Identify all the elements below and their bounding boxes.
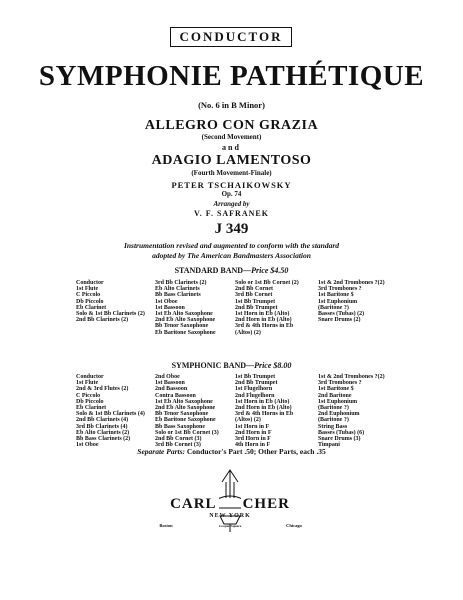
part-item: 1st Flugelhorn bbox=[235, 386, 273, 393]
part-item: 1st Horn in Eb (Alto) bbox=[235, 398, 290, 405]
part-item: 1st Bassoon bbox=[155, 304, 185, 311]
symphonic-parts-column-4 bbox=[318, 374, 385, 448]
part-item: Conductor bbox=[76, 280, 104, 286]
part-item: (Baritone ?) bbox=[318, 304, 349, 311]
part-item: 1st & 2nd Trombones ?(2) bbox=[318, 280, 385, 286]
part-item: Eb Baritone Saxophone bbox=[155, 417, 216, 424]
conjunction: and bbox=[222, 143, 241, 152]
part-item: Eb Baritone Saxophone bbox=[155, 329, 216, 336]
movement-2-title: ADAGIO LAMENTOSO bbox=[151, 153, 312, 168]
part-item: 1st Horn in Eb (Alto) bbox=[235, 310, 290, 317]
publisher-logo bbox=[150, 468, 310, 563]
part-item: Conductor bbox=[76, 374, 104, 380]
movement-1-subtitle: (Second Movement) bbox=[201, 133, 262, 141]
part-item: 1st Euphonium bbox=[318, 398, 358, 405]
symphonic-band-price: Price $8.00 bbox=[254, 361, 292, 370]
part-item: Bb Bass Clarinets (2) bbox=[76, 435, 131, 442]
part-item: 2nd Flugelhorn bbox=[235, 392, 275, 399]
part-item: 1st Flute bbox=[76, 286, 99, 293]
part-item: 2nd Bb Cornet bbox=[235, 286, 274, 293]
part-item: C Piccolo bbox=[76, 292, 101, 299]
symphonic-band-header bbox=[0, 361, 463, 370]
separate-parts-pricing bbox=[0, 447, 463, 456]
standard-band-price: Price $4.50 bbox=[251, 266, 289, 275]
part-item: 1st Flute bbox=[76, 380, 99, 387]
part-item: C Piccolo bbox=[76, 392, 101, 399]
part-item: 3rd Trombones ? bbox=[318, 380, 362, 387]
part-item: 1st Eb Alto Saxophone bbox=[155, 310, 213, 317]
standard-parts-column-2 bbox=[155, 280, 216, 336]
part-item: 2nd Bassoon bbox=[155, 386, 188, 393]
part-item: 2nd Horn in Eb (Alto) bbox=[235, 317, 292, 324]
part-item: 3rd Trombones ? bbox=[318, 286, 362, 293]
part-item: 2nd & 3rd Flutes (2) bbox=[76, 386, 129, 393]
work-subtitle: (No. 6 in B Minor) bbox=[198, 100, 265, 110]
part-item: Solo or 1st Bb Cornet (2) bbox=[235, 280, 299, 286]
part-item: Snare Drums (3) bbox=[318, 435, 361, 442]
symphonic-parts-column-2 bbox=[155, 374, 219, 448]
part-item: Eb Alto Clarinets (2) bbox=[76, 429, 130, 436]
part-item: 3rd Bb Clarinets (4) bbox=[76, 423, 128, 430]
part-item: 2nd Bb Cornet (3) bbox=[155, 435, 202, 442]
part-item: Basses (Tubas) (6) bbox=[318, 429, 365, 436]
part-item: Contra Bassoon bbox=[155, 392, 196, 399]
symphonic-band-label: SYMPHONIC BAND— bbox=[171, 361, 255, 370]
part-item: 2nd Baritone bbox=[318, 392, 352, 399]
part-item: 2nd Bb Trumpet bbox=[235, 304, 278, 311]
part-item: Eb Clarinet bbox=[76, 304, 107, 311]
part-item: 1st Oboe bbox=[155, 298, 178, 305]
standard-parts-column-1 bbox=[76, 280, 145, 323]
publisher-name-left: CARL bbox=[170, 496, 217, 512]
standard-parts-column-3 bbox=[235, 280, 299, 336]
opus-number: Op. 74 bbox=[221, 190, 242, 198]
part-item: 3rd Horn in F bbox=[235, 435, 271, 442]
separate-parts-text: Conductor's Part .50; Other Parts, each .35 bbox=[186, 447, 326, 456]
publisher-address: Cooper Square bbox=[218, 524, 242, 528]
part-item: 4th Horn in F bbox=[235, 442, 271, 449]
part-item: 1st Horn in F bbox=[235, 423, 270, 430]
part-item: 3rd & 4th Horns in Eb bbox=[235, 411, 294, 418]
part-item: 1st Euphonium bbox=[318, 298, 358, 305]
part-item: 1st Bb Trumpet bbox=[235, 374, 276, 380]
part-item: (Altos) (2) bbox=[235, 417, 261, 424]
part-item: 2nd Eb Alto Saxophone bbox=[155, 404, 216, 411]
part-item: 2nd Bb Trumpet bbox=[235, 380, 278, 387]
part-item: 1st Baritone $ bbox=[318, 386, 354, 393]
movement-2-subtitle: (Fourth Movement-Finale) bbox=[191, 169, 272, 177]
part-item: Db Piccolo bbox=[76, 398, 104, 405]
part-item: Eb Alto Clarinets bbox=[155, 286, 200, 293]
symphonic-parts-column-3 bbox=[235, 374, 293, 448]
instrumentation-note bbox=[0, 241, 463, 261]
part-item: 3rd Bb Clarinets (2) bbox=[155, 280, 207, 286]
branch-left: Boston bbox=[159, 523, 173, 528]
work-title: SYMPHONIE PATHÉTIQUE bbox=[38, 60, 425, 92]
part-item: Bb Bass Saxophone bbox=[155, 423, 206, 430]
part-item: 1st Oboe bbox=[76, 442, 99, 449]
conductor-label: CONDUCTOR bbox=[170, 27, 292, 47]
part-item: 1st Baritone $ bbox=[318, 292, 354, 299]
symphonic-parts-column-1 bbox=[76, 374, 145, 448]
branch-right: Chicago bbox=[286, 523, 302, 528]
part-item: (Baritone ?) bbox=[318, 417, 349, 424]
part-item: (Baritone ?) bbox=[318, 404, 349, 411]
arranged-by-label: Arranged by bbox=[213, 200, 250, 208]
part-item: Bb Tenor Saxophone bbox=[155, 411, 209, 418]
part-item: String Bass bbox=[318, 423, 348, 430]
part-item: Solo & 1st Bb Clarinets (2) bbox=[76, 310, 145, 317]
part-item: Timpani bbox=[318, 442, 340, 449]
part-item: 2nd Horn in Eb (Alto) bbox=[235, 404, 292, 411]
part-item: 2nd Horn in F bbox=[235, 429, 272, 436]
part-item: 2nd Eb Alto Saxophone bbox=[155, 317, 216, 324]
part-item: 3rd & 4th Horns in Eb bbox=[235, 323, 294, 330]
part-item: 3rd Bb Cornet (3) bbox=[155, 442, 201, 449]
instrumentation-line-1: Instrumentation revised and augmented to conform with the standard bbox=[123, 241, 340, 250]
part-item: 1st Eb Alto Saxophone bbox=[155, 398, 213, 405]
part-item: Solo or 1st Bb Cornet (3) bbox=[155, 429, 219, 436]
standard-parts-column-4 bbox=[318, 280, 385, 323]
part-item: Solo & 1st Bb Clarinets (4) bbox=[76, 411, 145, 418]
publisher-name-right: CHER bbox=[242, 496, 290, 512]
part-item: Bb Bass Clarinets bbox=[155, 292, 201, 299]
part-item: 1st Bb Trumpet bbox=[235, 298, 276, 305]
part-item: 1st & 2nd Trombones ?(2) bbox=[318, 374, 385, 380]
standard-band-label: STANDARD BAND— bbox=[174, 266, 252, 275]
part-item: 2nd Oboe bbox=[155, 374, 180, 380]
standard-band-header bbox=[0, 266, 463, 275]
catalog-number: J 349 bbox=[214, 221, 249, 237]
part-item: (Altos) (2) bbox=[235, 329, 261, 336]
part-item: Bb Tenor Saxophone bbox=[155, 323, 209, 330]
part-item: Eb Clarinet bbox=[76, 404, 107, 411]
publisher-city: NEW YORK bbox=[209, 513, 251, 519]
part-item: 2nd Bb Clarinets (2) bbox=[76, 317, 129, 324]
part-item: 2nd Bb Clarinets (4) bbox=[76, 417, 129, 424]
part-item: 1st Bassoon bbox=[155, 380, 185, 387]
movement-1-title: ALLEGRO CON GRAZIA bbox=[144, 118, 319, 133]
part-item: Snare Drums (2) bbox=[318, 317, 361, 324]
instrumentation-line-2: adopted by The American Bandmasters Association bbox=[152, 251, 311, 260]
part-item: Basses (Tubas) (2) bbox=[318, 310, 365, 317]
part-item: 3rd Bb Cornet bbox=[235, 292, 273, 299]
part-item: 2nd Euphonium bbox=[318, 411, 360, 418]
separate-parts-label: Separate Parts: bbox=[137, 447, 186, 456]
publisher-name bbox=[150, 496, 310, 513]
composer: PETER TSCHAIKOWSKY bbox=[171, 180, 292, 190]
part-item: Db Piccolo bbox=[76, 298, 104, 305]
arranger-name: V. F. SAFRANEK bbox=[194, 209, 269, 218]
